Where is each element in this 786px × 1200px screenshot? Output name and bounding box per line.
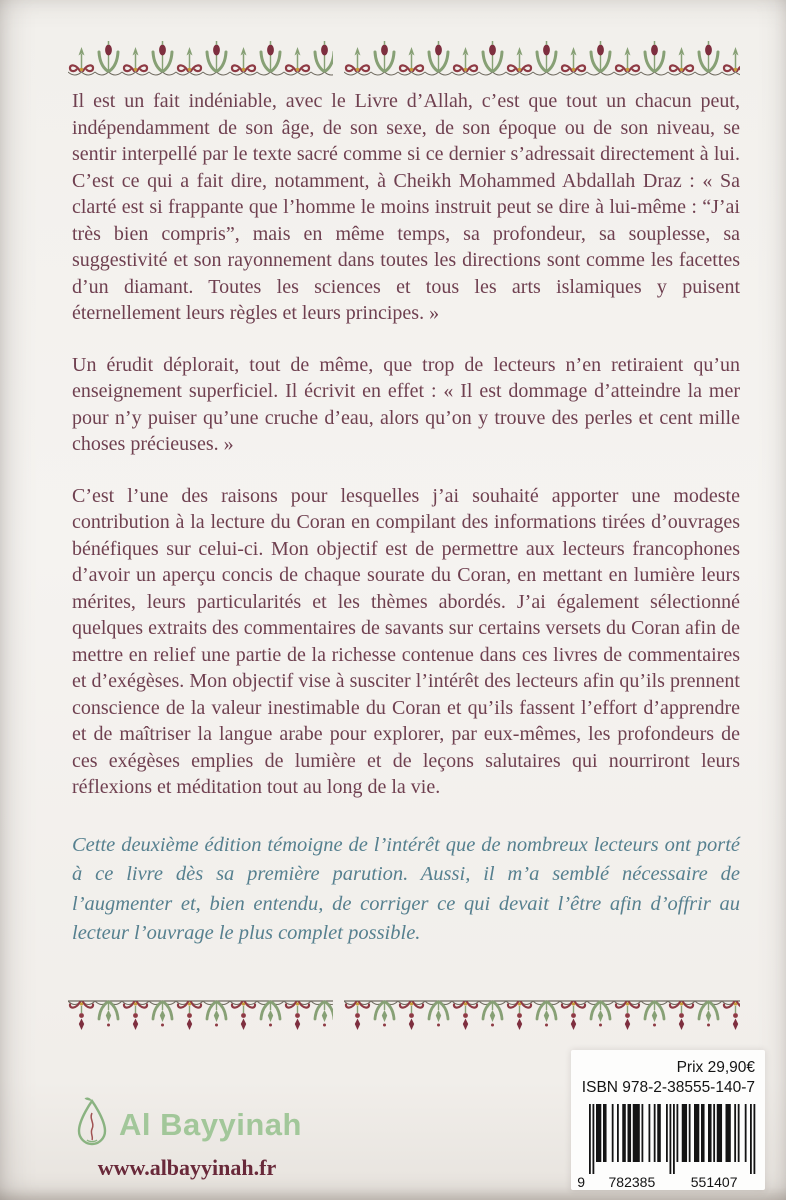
hanging-floral-garland-icon — [344, 998, 740, 1044]
top-ornament-border — [68, 34, 740, 82]
publisher-logo — [52, 1094, 322, 1155]
floral-garland-icon — [68, 34, 333, 82]
price-barcode-label — [571, 1050, 765, 1190]
edition-note: Cette deuxième édition témoigne de l’intérêt que de nombreux lecteurs ont porté à ce livre dès sa première parution. Aussi, il m’a semblé nécessaire de l’augmenter et, bien entendu, de corriger ce qui devait l’être afin d’offrir au lecteur l’ouvrage le plus complet possible. — [72, 833, 740, 944]
ean-barcode — [577, 1104, 755, 1197]
svg-text:9: 9 — [577, 1174, 585, 1190]
price-text: Prix 29,90€ — [676, 1059, 755, 1076]
publisher-block — [52, 1094, 322, 1181]
publisher-website: www.albayyinah.fr — [97, 1155, 277, 1180]
publisher-name: Al Bayyinah — [119, 1106, 302, 1142]
paragraph-erudit: Un érudit déplorait, tout de même, que trop de lecteurs n’en retiraient qu’un enseignement superficiel. Il écrivit en effet : « Il est dommage d’atteindre la mer pour n’y puiser qu’une cruche d’eau, alors qu’on y trouve des perles et cent mille choses précieuses. » — [72, 353, 740, 455]
hanging-floral-garland-icon — [68, 998, 333, 1044]
back-cover-text — [72, 88, 740, 974]
calligraphy-drop-icon — [72, 1094, 112, 1155]
svg-text:551407: 551407 — [690, 1174, 738, 1190]
paragraph-quote-draz: Il est un fait indéniable, avec le Livre d’Allah, c’est que tout un chacun peut, indépendamment de son âge, de son sexe, de son époque ou de son niveau, se sentir interpellé par le texte sacré comme si ce dernier s’adressait directement à lui. C’est ce qui a fait dire, notamment, à Cheikh Mohammed Abdallah Draz : « Sa clarté est si frappante que l’homme le moins instruit peut se dire à lui-même : “J’ai très bien compris”, mais en même temps, sa profondeur, sa souplesse, sa suggestivité et son rayonnement dans toutes les directions sont comme les facettes d’un diamant. Toutes les sciences et tous les arts islamiques y puisent éternellement leurs règles et leurs principes. » — [72, 90, 740, 324]
isbn-text: ISBN 978-2-38555-140-7 — [581, 1079, 755, 1096]
bottom-ornament-border — [68, 998, 740, 1044]
paragraph-author-intent: C’est l’une des raisons pour lesquelles j’ai souhaité apporter une modeste contribution à la lecture du Coran en compilant des informations tirées d’ouvrages bénéfiques sur celui-ci. Mon objectif est de permettre aux lecteurs francophones d’avoir un aperçu concis de chaque sourate du Coran, en mettant en lumière leurs mérites, leurs particularités et les thèmes abordés. J’ai également sélectionné quelques extraits des commentaires de savants sur certains versets du Coran afin de mettre en relief une partie de la richesse contenue dans ces livres de commentaires et d’exégèses. Mon objectif vise à susciter l’intérêt des lecteurs afin qu’ils prennent conscience de la valeur inestimable du Coran et qu’ils fassent l’effort d’apprendre et de maîtriser la langue arabe pour explorer, par eux-mêmes, les profondeurs de ces exégèses emplies de lumière et de leçons salutaires qui nourriront leurs réflexions et méditation tout au long de la vie. — [72, 484, 740, 798]
floral-garland-icon — [344, 34, 740, 82]
svg-text:782385: 782385 — [608, 1174, 656, 1190]
